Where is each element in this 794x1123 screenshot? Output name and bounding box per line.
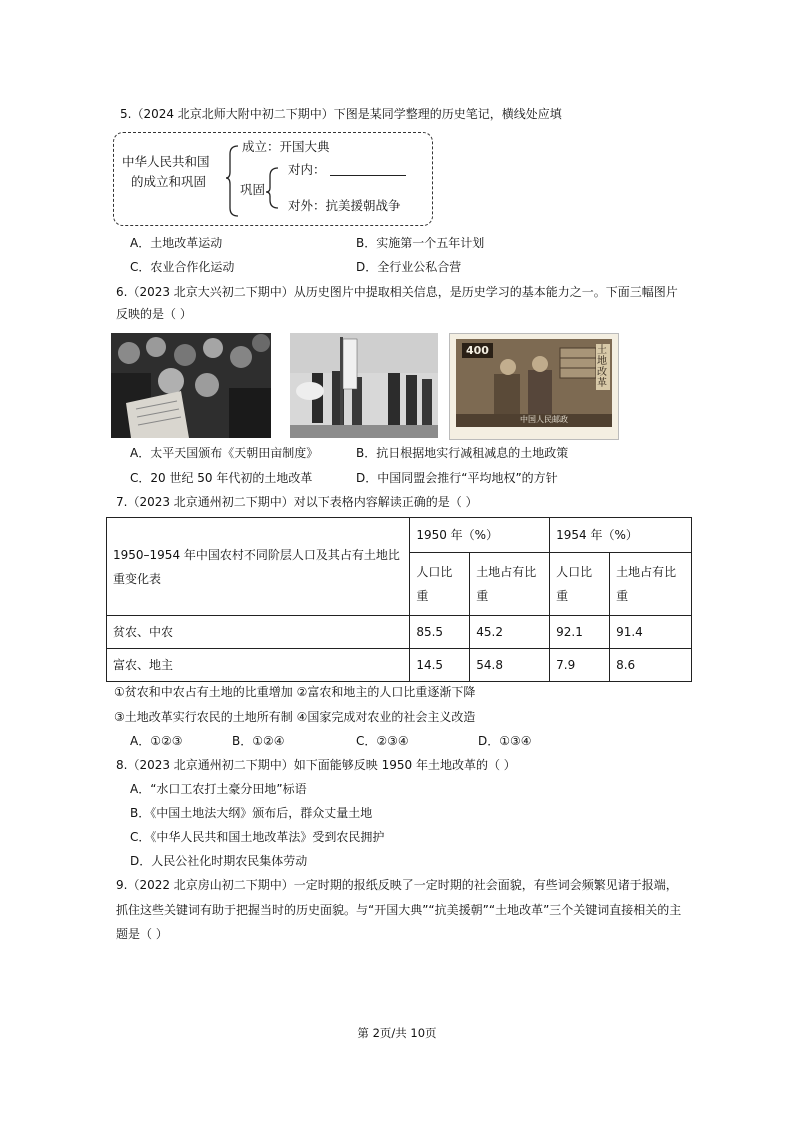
stamp-label: 土地改革 <box>596 344 610 390</box>
q5-option-d: D．全行业公私合营 <box>356 260 462 274</box>
q7-stem: 7.（2023 北京通州初二下期中）对以下表格内容解读正确的是（ ） <box>116 495 478 509</box>
header-1954: 1954 年（%） <box>550 518 692 553</box>
land-reform-stamp <box>449 333 619 440</box>
table-title: 1950–1954 年中国农村不同阶层人口及其占有土地比重变化表 <box>107 518 410 616</box>
cell: 8.6 <box>610 649 692 682</box>
q8-stem: 8.（2023 北京通州初二下期中）如下面能够反映 1950 年土地改革的（ ） <box>116 758 516 772</box>
note-foreign: 对外：抗美援朝战争 <box>288 198 401 213</box>
q6-option-a: A．太平天国颁布《天朝田亩制度》 <box>130 446 319 460</box>
q5-option-c: C．农业合作化运动 <box>130 260 235 274</box>
row-label: 贫农、中农 <box>107 616 410 649</box>
note-blank-line <box>330 175 406 176</box>
q6-stem-line1: 6.（2023 北京大兴初二下期中）从历史图片中提取相关信息，是历史学习的基本能力之一。下面三幅图片 <box>116 285 678 299</box>
header-1954-land: 土地占有比重 <box>610 553 692 616</box>
note-founding: 成立：开国大典 <box>242 139 330 154</box>
cell: 92.1 <box>550 616 610 649</box>
photo-land-survey <box>290 333 438 438</box>
note-left-line2: 的成立和巩固 <box>131 174 207 189</box>
q5-option-b: B．实施第一个五年计划 <box>356 236 485 250</box>
q5-option-a: A．土地改革运动 <box>130 236 223 250</box>
q5-stem: 5.（2024 北京北师大附中初二下期中）下图是某同学整理的历史笔记，横线处应填 <box>120 107 562 121</box>
q7-option-a: A．①②③ <box>130 734 183 748</box>
q6-stem-line2: 反映的是（ ） <box>116 307 192 321</box>
cell: 14.5 <box>410 649 470 682</box>
stamp-value: 400 <box>462 343 493 358</box>
q7-option-d: D．①③④ <box>478 734 532 748</box>
q9-line3: 题是（ ） <box>116 927 168 941</box>
note-left-line1: 中华人民共和国 <box>122 154 210 169</box>
q7-statements-line1: ①贫农和中农占有土地的比重增加 ②富农和地主的人口比重逐渐下降 <box>114 685 476 699</box>
header-1950: 1950 年（%） <box>410 518 550 553</box>
q8-option-c: C．《中华人民共和国土地改革法》受到农民拥护 <box>130 830 385 844</box>
note-consolidate: 巩固 <box>240 182 266 197</box>
table-row <box>107 649 692 682</box>
photo-crowd-reading-newspaper <box>111 333 271 438</box>
row-label: 富农、地主 <box>107 649 410 682</box>
q6-option-b: B．抗日根据地实行减租减息的土地政策 <box>356 446 569 460</box>
q7-option-c: C．②③④ <box>356 734 409 748</box>
header-1950-land: 土地占有比重 <box>470 553 550 616</box>
header-1950-pop: 人口比重 <box>410 553 470 616</box>
land-ratio-table <box>106 517 692 682</box>
cell: 45.2 <box>470 616 550 649</box>
q8-option-b: B．《中国土地法大纲》颁布后，群众丈量土地 <box>130 806 373 820</box>
note-domestic: 对内： <box>288 162 326 177</box>
cell: 91.4 <box>610 616 692 649</box>
q8-option-a: A．“水口工农打土豪分田地”标语 <box>130 782 307 796</box>
cell: 7.9 <box>550 649 610 682</box>
q8-option-d: D．人民公社化时期农民集体劳动 <box>130 854 308 868</box>
q6-option-d: D．中国同盟会推行“平均地权”的方针 <box>356 471 558 485</box>
q9-line2: 抓住这些关键词有助于把握当时的历史面貌。与“开国大典”“抗美援朝”“土地改革”三个关键词直接相关的主 <box>116 903 682 917</box>
table-row <box>107 616 692 649</box>
q9-line1: 9.（2022 北京房山初二下期中）一定时期的报纸反映了一定时期的社会面貌，有些词会频繁见诸于报端， <box>116 878 678 892</box>
cell: 85.5 <box>410 616 470 649</box>
q7-statements-line2: ③土地改革实行农民的土地所有制 ④国家完成对农业的社会主义改造 <box>114 710 476 724</box>
header-1954-pop: 人口比重 <box>550 553 610 616</box>
q7-option-b: B．①②④ <box>232 734 285 748</box>
q6-option-c: C．20 世纪 50 年代初的土地改革 <box>130 471 313 485</box>
stamp-country: 中国人民邮政 <box>520 415 568 424</box>
cell: 54.8 <box>470 649 550 682</box>
page-footer: 第 2页/共 10页 <box>357 1026 437 1040</box>
